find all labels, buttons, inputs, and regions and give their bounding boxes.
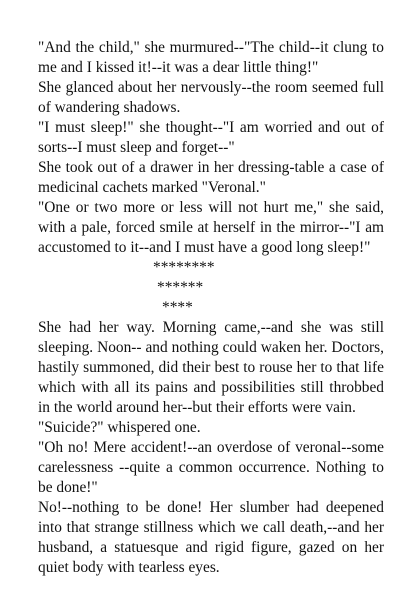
paragraph: "Oh no! Mere accident!--an overdose of veronal--some carelessness --quite a common occurrence. Nothing to be done!": [38, 439, 384, 496]
separator-line: ********: [153, 259, 215, 276]
paragraph: "I must sleep!" she thought--"I am worried and out of sorts--I must sleep and forget--": [38, 119, 384, 156]
paragraph: She had her way. Morning came,--and she was still sleeping. Noon-- and nothing could waken her. Doctors, hastily summoned, did their best to rouse her to that life which with all its pains and possibilities still throbbed in the world around her--but their efforts were vain.: [38, 319, 384, 416]
paragraph: "Suicide?" whispered one.: [38, 419, 201, 436]
separator-line: ****: [162, 299, 193, 316]
separator-line: ******: [157, 279, 204, 296]
paragraph: She took out of a drawer in her dressing-table a case of medicinal cachets marked "Veronal.": [38, 159, 384, 196]
paragraph: "And the child," she murmured--"The child--it clung to me and I kissed it!--it was a dear little thing!": [38, 39, 384, 76]
section-separator: [38, 258, 384, 318]
document-page: [38, 38, 384, 578]
paragraph: She glanced about her nervously--the room seemed full of wandering shadows.: [38, 79, 384, 116]
paragraph: "One or two more or less will not hurt me," she said, with a pale, forced smile at herself in the mirror--"I am accustomed to it--and I must have a good long sleep!": [38, 199, 384, 256]
paragraph: No!--nothing to be done! Her slumber had deepened into that strange stillness which we call death,--and her husband, a statuesque and rigid figure, gazed on her quiet body with tearless eyes.: [38, 499, 384, 576]
